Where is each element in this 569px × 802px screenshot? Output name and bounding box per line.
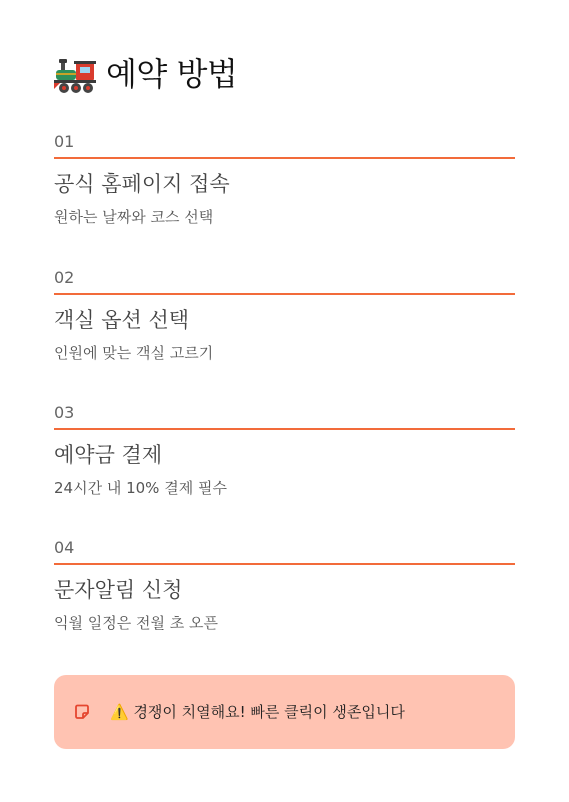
- warning-callout: [54, 675, 515, 749]
- sticky-note-icon: [74, 704, 90, 720]
- step-number: 04: [54, 538, 75, 557]
- step-item: [54, 268, 515, 363]
- step-number: 03: [54, 403, 75, 422]
- step-item: [54, 538, 515, 633]
- step-number: 02: [54, 268, 75, 287]
- step-item: [54, 403, 515, 498]
- step-divider: [54, 428, 515, 430]
- step-title: 객실 옵션 선택: [54, 308, 190, 332]
- locomotive-icon: [54, 53, 96, 95]
- step-item: [54, 132, 515, 227]
- step-title: 문자알림 신청: [54, 578, 183, 602]
- step-description: 24시간 내 10% 결제 필수: [54, 479, 227, 497]
- step-divider: [54, 563, 515, 565]
- warning-text: ⚠️ 경쟁이 치열해요! 빠른 클릭이 생존입니다: [110, 703, 405, 721]
- step-divider: [54, 157, 515, 159]
- step-description: 원하는 날짜와 코스 선택: [54, 208, 214, 226]
- step-number: 01: [54, 132, 75, 151]
- page-header: [54, 52, 237, 96]
- step-title: 공식 홈페이지 접속: [54, 172, 230, 196]
- step-title: 예약금 결제: [54, 443, 163, 467]
- step-divider: [54, 293, 515, 295]
- page-title: 예약 방법: [106, 55, 238, 93]
- step-description: 익월 일정은 전월 초 오픈: [54, 614, 218, 632]
- step-description: 인원에 맞는 객실 고르기: [54, 344, 214, 362]
